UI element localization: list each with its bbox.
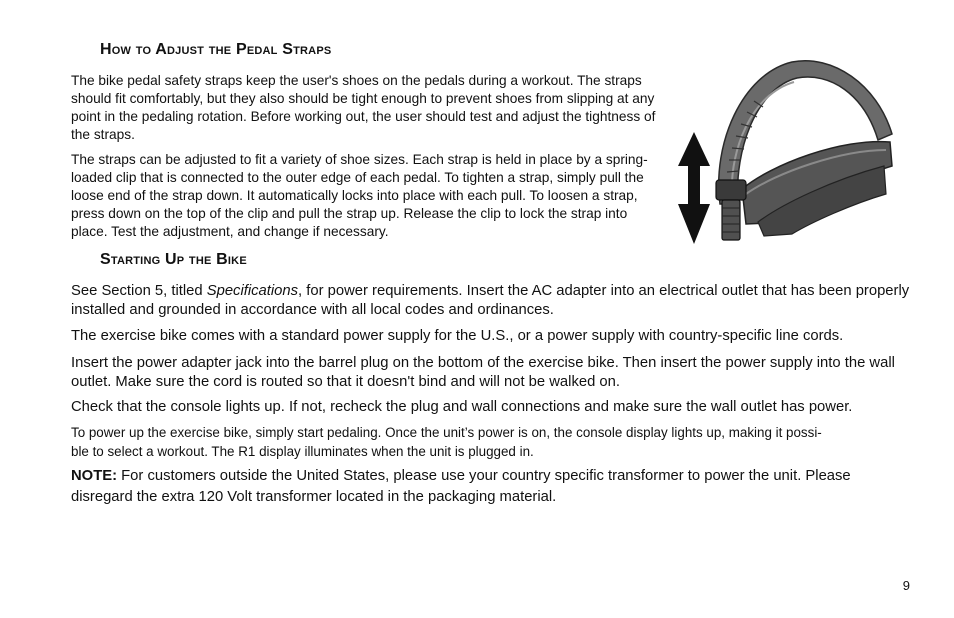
pedal-strap-figure [672, 54, 902, 250]
specifications-text-pre: See Section 5, titled [71, 283, 207, 299]
paragraph-adapter-jack: Insert the power adapter jack into the barrel plug on the bottom of the exercise bike. Then insert the power supply into the wall outlet. Make sure the cord is routed so that it doesn't bind and will not be walked on. [71, 355, 895, 390]
paragraph-note [71, 466, 911, 508]
adjust-arrow-icon [678, 132, 710, 244]
paragraph-power-up [71, 423, 911, 461]
note-text: For customers outside the United States, please use your country specific transformer to power the unit. Please disregard the extra 120 Volt transformer located in the packaging material. [71, 468, 851, 505]
power-up-line-2: ble to select a workout. The R1 display illuminates when the unit is plugged in. [71, 444, 534, 459]
paragraph-power-supply: The exercise bike comes with a standard power supply for the U.S., or a power supply with country-specific line cords. [71, 328, 844, 344]
power-up-line-1: To power up the exercise bike, simply start pedaling. Once the unit’s power is on, the console display lights up, making it possi- [71, 425, 822, 440]
specifications-emphasis: Specifications [206, 283, 299, 299]
paragraph-specifications [71, 282, 911, 320]
pedal-strap-illustration-icon [672, 54, 902, 250]
paragraph-straps-intro: The bike pedal safety straps keep the user's shoes on the pedals during a workout. The straps should fit comfortably, but they also should be tight enough to prevent shoes from slipping at any point in the pedaling rotation. Before working out, the user should test and adjust the tightness of the straps. [71, 73, 656, 142]
heading-pedal-straps: How to Adjust the Pedal Straps [100, 41, 332, 58]
heading-starting-up: Starting Up the Bike [100, 251, 247, 268]
paragraph-straps-adjust: The straps can be adjusted to fit a variety of shoe sizes. Each strap is held in place by a spring-loaded clip that is connected to the outer edge of each pedal. To tighten a strap, simply pull the loose end of the strap down. It automatically locks into place with each pull. To loosen a strap, press down on the top of the clip and pull the strap up. Release the clip to lock the strap into place. Test the adjustment, and change if necessary. [71, 152, 648, 239]
page-number: 9 [902, 578, 910, 593]
paragraph-console-check: Check that the console lights up. If not, recheck the plug and wall connections and make sure the wall outlet has power. [71, 399, 853, 415]
note-label: NOTE: [71, 468, 118, 484]
specifications-text-post: , for power requirements. Insert the AC adapter into an electrical outlet that has been properly installed and grounded in accordance with all local codes and ordinances. [71, 283, 910, 318]
